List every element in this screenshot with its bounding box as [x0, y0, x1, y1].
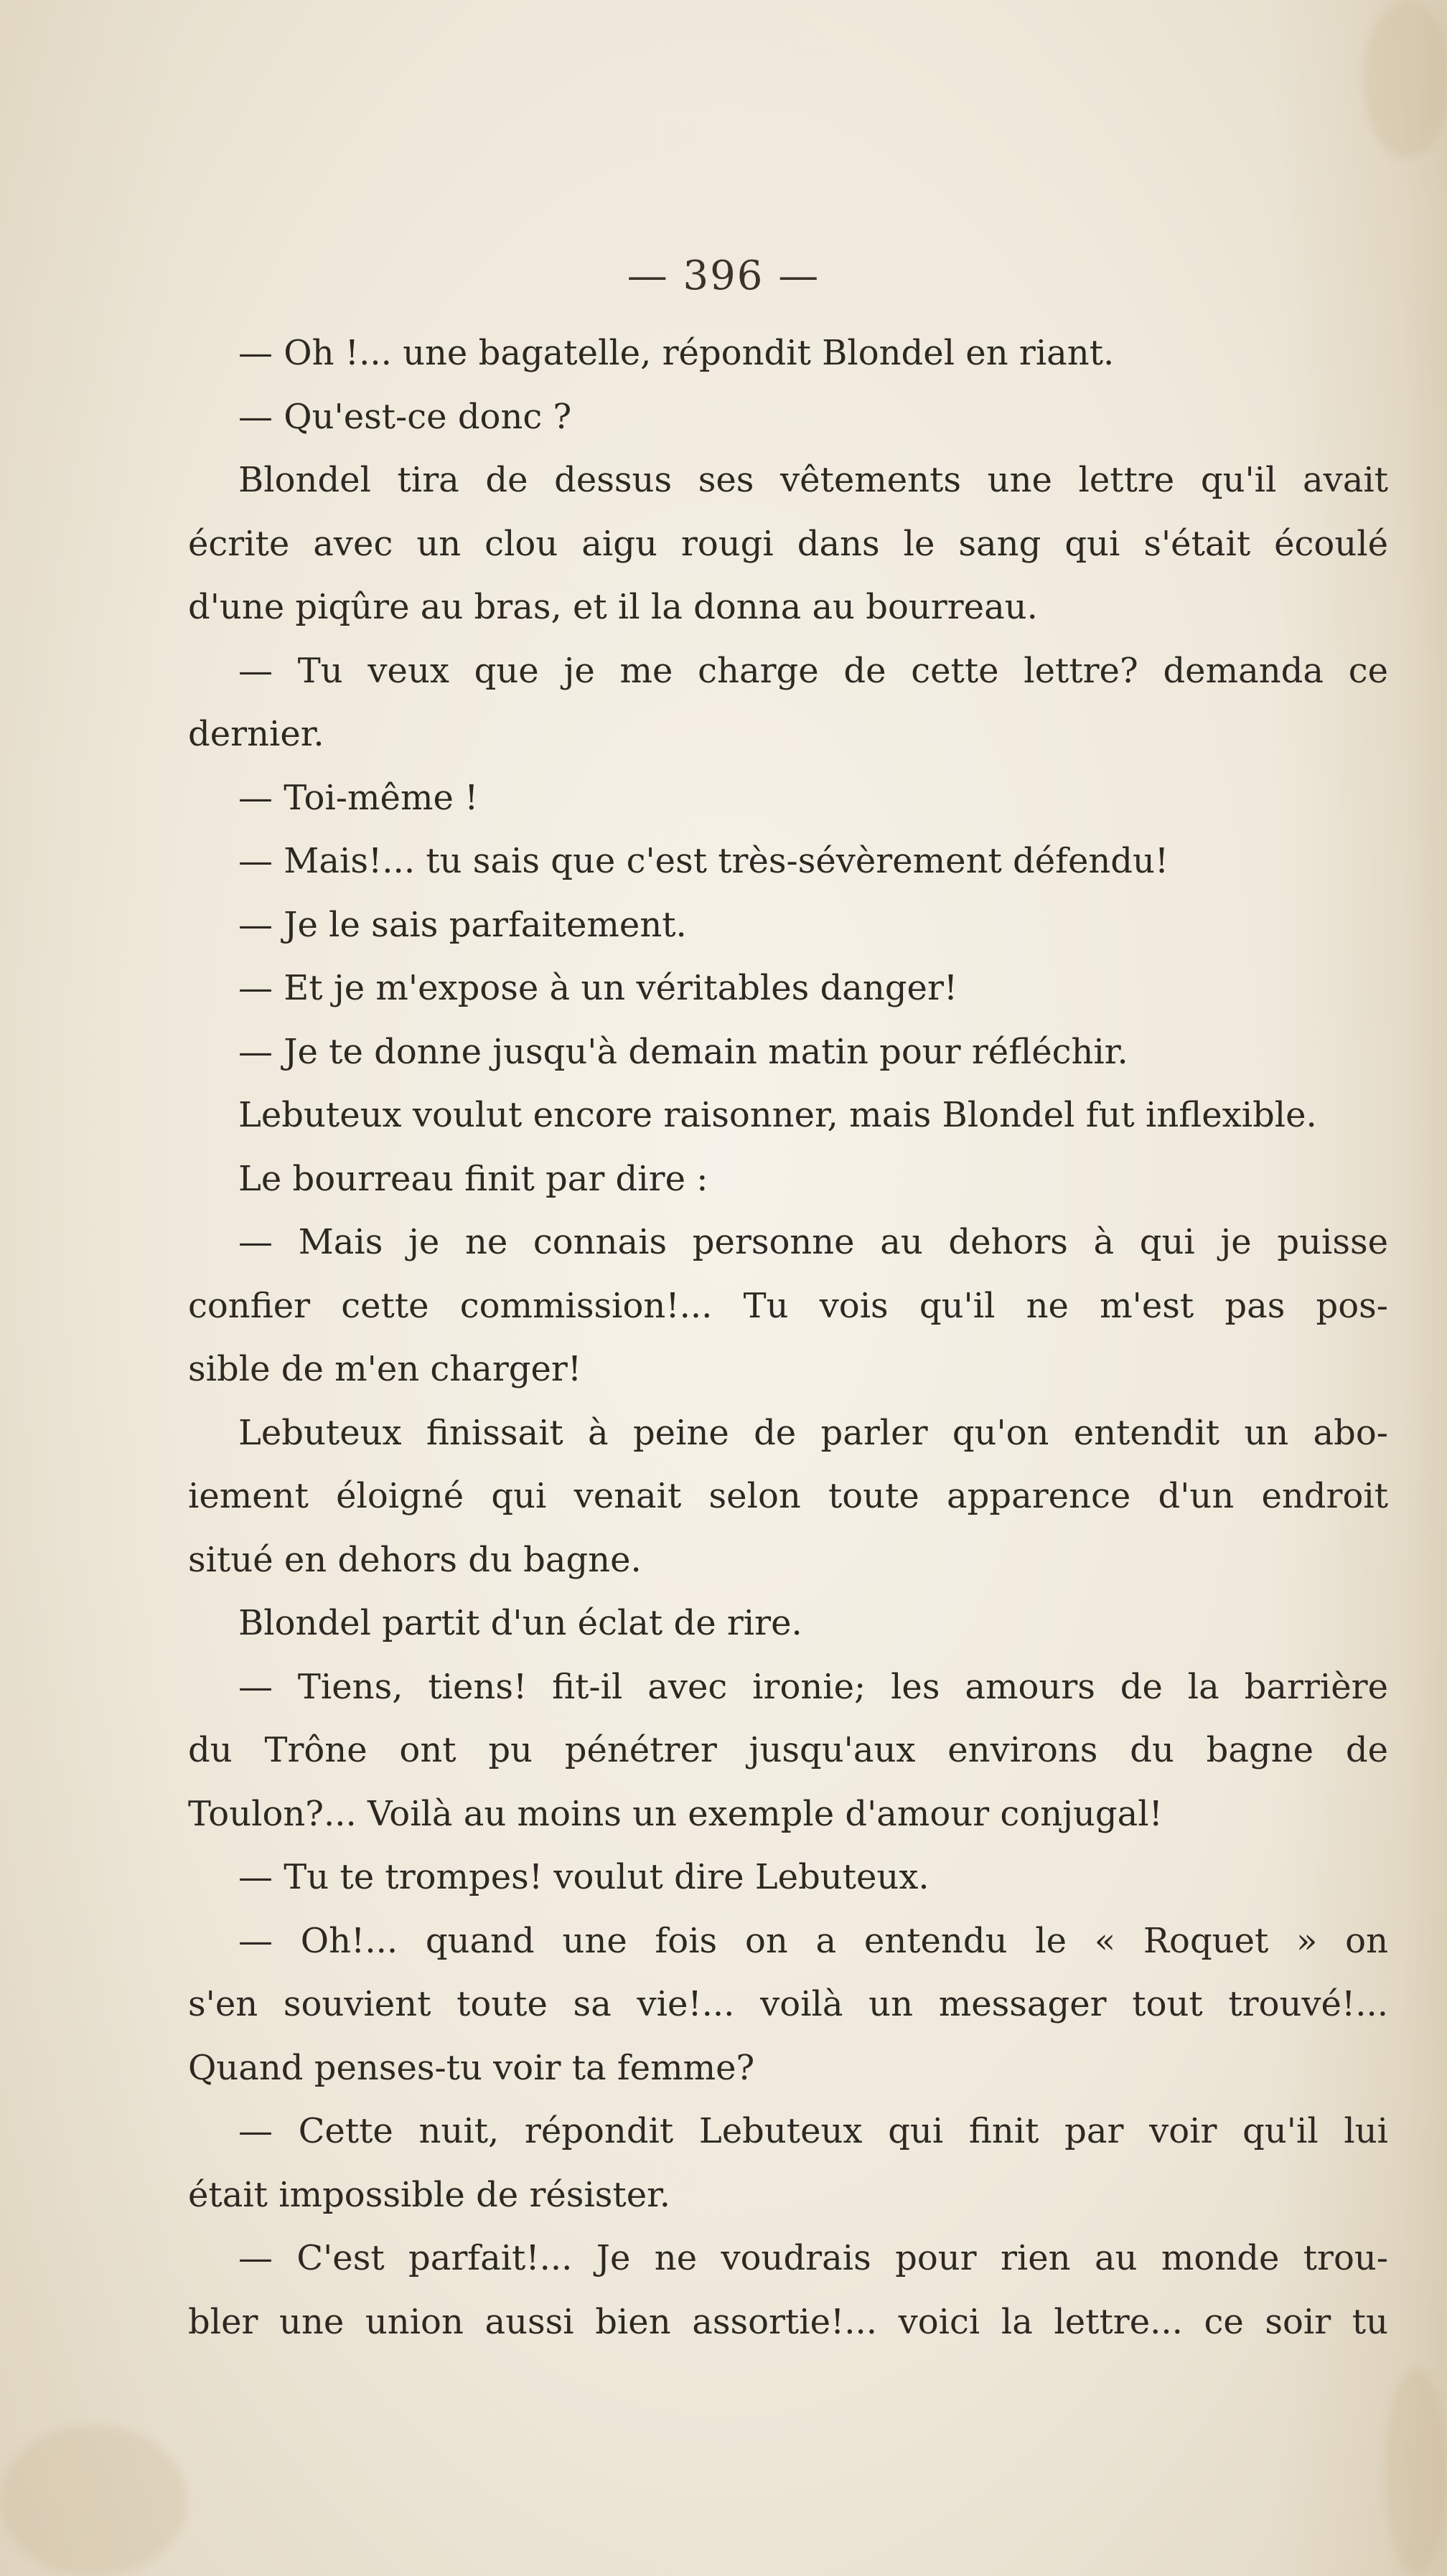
text-line: — C'est parfait!... Je ne voudrais pour rien au monde trou- [238, 2238, 1388, 2278]
text-line: — Mais je ne connais personne au dehors à qui je puisse [238, 1222, 1388, 1262]
text-line: d'une piqûre au bras, et il la donna au bourreau. [188, 587, 1038, 627]
text-line: dernier. [188, 714, 324, 754]
text-line: iement éloigné qui venait selon toute apparence d'un endroit [188, 1476, 1388, 1516]
text-line: — Tu te trompes! voulut dire Lebuteux. [238, 1857, 929, 1897]
text-line: écrite avec un clou aigu rougi dans le sang qui s'était écoulé [188, 523, 1388, 564]
text-line: — Mais!... tu sais que c'est très-sévèrement défendu! [238, 841, 1169, 881]
text-line: situé en dehors du bagne. [188, 1539, 642, 1580]
text-line: — Toi-même ! [238, 777, 479, 818]
paper-stain [1385, 2368, 1447, 2576]
text-line: — Oh !... une bagatelle, répondit Blondel en riant. [238, 333, 1115, 373]
text-line: — Tu veux que je me charge de cette lettre? demanda ce [238, 650, 1388, 691]
text-line: — Tiens, tiens! fit-il avec ironie; les amours de la barrière [238, 1666, 1388, 1707]
text-line: — Qu'est-ce donc ? [238, 396, 572, 437]
text-line: s'en souvient toute sa vie!... voilà un messager tout trouvé!... [188, 1984, 1388, 2024]
text-line: Quand penses-tu voir ta femme? [188, 2047, 755, 2088]
text-line: sible de m'en charger! [188, 1349, 582, 1389]
text-line: Toulon?... Voilà au moins un exemple d'amour conjugal! [188, 1793, 1163, 1834]
text-line: — Cette nuit, répondit Lebuteux qui finit par voir qu'il lui [238, 2111, 1388, 2151]
text-line: du Trône ont pu pénétrer jusqu'aux environs du bagne de [188, 1730, 1388, 1770]
text-line: — Et je m'expose à un véritables danger! [238, 968, 958, 1008]
text-line: Lebuteux voulut encore raisonner, mais Blondel fut inflexible. [238, 1095, 1317, 1135]
page-number: — 396 — [627, 253, 820, 299]
paper-stain [1364, 0, 1447, 158]
text-line: confier cette commission!... Tu vois qu'il ne m'est pas pos- [188, 1285, 1388, 1326]
paper-stain [0, 2425, 187, 2576]
text-line: — Je le sais parfaitement. [238, 904, 687, 945]
text-line: Blondel tira de dessus ses vêtements une lettre qu'il avait [238, 460, 1388, 500]
text-line: Blondel partit d'un éclat de rire. [238, 1603, 802, 1643]
text-line: Lebuteux finissait à peine de parler qu'on entendit un abo- [238, 1412, 1388, 1453]
body-text [188, 321, 1388, 2354]
text-line: Le bourreau finit par dire : [238, 1158, 708, 1199]
text-line: bler une union aussi bien assortie!... voici la lettre... ce soir tu [188, 2301, 1388, 2342]
text-line: — Je te donne jusqu'à demain matin pour réfléchir. [238, 1031, 1128, 1072]
text-line: était impossible de résister. [188, 2174, 671, 2215]
text-line: — Oh!... quand une fois on a entendu le « Roquet » on [238, 1920, 1388, 1961]
